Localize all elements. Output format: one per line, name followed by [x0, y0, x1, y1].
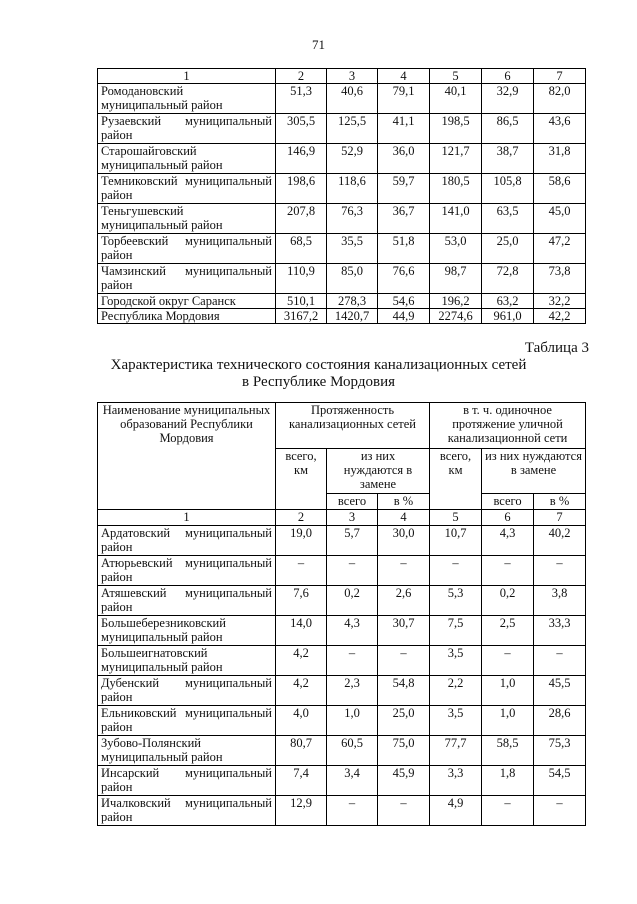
value-cell: 32,2: [534, 294, 586, 309]
value-cell: –: [378, 796, 430, 826]
district-name: Ардатовский муниципальный район: [98, 526, 276, 556]
table-row: [98, 646, 586, 676]
table-label: Таблица 3: [524, 340, 589, 356]
value-cell: 961,0: [482, 309, 534, 324]
header-total-km: всего, км: [276, 449, 327, 510]
value-cell: 3,5: [430, 646, 482, 676]
district-name: Темниковский муниципальный район: [98, 174, 276, 204]
header-need-replace: из них нуждаются в замене: [327, 449, 430, 494]
value-cell: 30,7: [378, 616, 430, 646]
value-cell: 25,0: [378, 706, 430, 736]
value-cell: 5,7: [327, 526, 378, 556]
district-name: Атюрьевский муниципальный район: [98, 556, 276, 586]
value-cell: 54,6: [378, 294, 430, 309]
column-number: 6: [482, 69, 534, 84]
value-cell: 3167,2: [276, 309, 327, 324]
value-cell: 2,3: [327, 676, 378, 706]
table-row: [98, 204, 586, 234]
value-cell: 10,7: [430, 526, 482, 556]
district-name: Инсарский муниципальный район: [98, 766, 276, 796]
value-cell: 510,1: [276, 294, 327, 309]
district-name: Дубенский муниципальный район: [98, 676, 276, 706]
value-cell: 2,6: [378, 586, 430, 616]
district-name: Торбеевский муниципальный район: [98, 234, 276, 264]
value-cell: 278,3: [327, 294, 378, 309]
value-cell: 3,3: [430, 766, 482, 796]
table-sewer-networks: [97, 402, 586, 826]
table-row: [98, 676, 586, 706]
value-cell: 19,0: [276, 526, 327, 556]
table-row: [98, 84, 586, 114]
value-cell: 0,2: [482, 586, 534, 616]
value-cell: 63,2: [482, 294, 534, 309]
value-cell: 85,0: [327, 264, 378, 294]
column-number: 2: [276, 510, 327, 526]
value-cell: 58,5: [482, 736, 534, 766]
column-number: 7: [534, 510, 586, 526]
value-cell: 36,0: [378, 144, 430, 174]
value-cell: 63,5: [482, 204, 534, 234]
column-number: 1: [98, 69, 276, 84]
value-cell: 118,6: [327, 174, 378, 204]
value-cell: 146,9: [276, 144, 327, 174]
value-cell: –: [378, 646, 430, 676]
value-cell: –: [482, 556, 534, 586]
value-cell: 68,5: [276, 234, 327, 264]
value-cell: 1,0: [327, 706, 378, 736]
value-cell: 4,3: [327, 616, 378, 646]
column-number: 4: [378, 69, 430, 84]
value-cell: 2274,6: [430, 309, 482, 324]
table-row: [98, 114, 586, 144]
value-cell: 4,9: [430, 796, 482, 826]
district-name: Большеберезниковский муниципальный район: [98, 616, 276, 646]
value-cell: 180,5: [430, 174, 482, 204]
column-number: 4: [378, 510, 430, 526]
value-cell: –: [482, 646, 534, 676]
value-cell: –: [327, 646, 378, 676]
value-cell: 141,0: [430, 204, 482, 234]
value-cell: 105,8: [482, 174, 534, 204]
value-cell: –: [534, 796, 586, 826]
value-cell: 58,6: [534, 174, 586, 204]
value-cell: 79,1: [378, 84, 430, 114]
column-number: 5: [430, 510, 482, 526]
value-cell: 125,5: [327, 114, 378, 144]
value-cell: 80,7: [276, 736, 327, 766]
value-cell: 44,9: [378, 309, 430, 324]
value-cell: 72,8: [482, 264, 534, 294]
value-cell: 2,2: [430, 676, 482, 706]
page-number: 71: [312, 37, 325, 52]
table-row: [98, 706, 586, 736]
table-row: [98, 586, 586, 616]
value-cell: 198,5: [430, 114, 482, 144]
table-row: [98, 766, 586, 796]
value-cell: 35,5: [327, 234, 378, 264]
value-cell: 86,5: [482, 114, 534, 144]
value-cell: 45,5: [534, 676, 586, 706]
value-cell: 31,8: [534, 144, 586, 174]
district-name: Старошайговский муниципальный район: [98, 144, 276, 174]
district-name: Ичалковский муниципальный район: [98, 796, 276, 826]
table-continuation: [97, 68, 586, 324]
value-cell: 43,6: [534, 114, 586, 144]
value-cell: 0,2: [327, 586, 378, 616]
value-cell: 40,1: [430, 84, 482, 114]
value-cell: 7,4: [276, 766, 327, 796]
column-number: 5: [430, 69, 482, 84]
header-total: всего: [482, 494, 534, 510]
value-cell: –: [327, 556, 378, 586]
header-group-street: в т. ч. одиночное протяжение уличной канализационной сети: [430, 403, 586, 449]
value-cell: 75,0: [378, 736, 430, 766]
district-name: Ельниковский муниципальный район: [98, 706, 276, 736]
value-cell: 3,4: [327, 766, 378, 796]
value-cell: 25,0: [482, 234, 534, 264]
column-number: 3: [327, 510, 378, 526]
table-row: [98, 264, 586, 294]
district-name: Рузаевский муниципальный район: [98, 114, 276, 144]
district-name: Ромодановский муниципальный район: [98, 84, 276, 114]
district-name: Большеигнатовский муниципальный район: [98, 646, 276, 676]
value-cell: 47,2: [534, 234, 586, 264]
district-name: Атяшевский муниципальный район: [98, 586, 276, 616]
header-need-replace: из них нуждаются в замене: [482, 449, 586, 494]
district-name: Городской округ Саранск: [98, 294, 276, 309]
value-cell: 73,8: [534, 264, 586, 294]
district-name: Республика Мордовия: [98, 309, 276, 324]
district-name: Зубово-Полянский муниципальный район: [98, 736, 276, 766]
value-cell: 98,7: [430, 264, 482, 294]
table-row: [98, 309, 586, 324]
value-cell: 33,3: [534, 616, 586, 646]
value-cell: 12,9: [276, 796, 327, 826]
column-number: 7: [534, 69, 586, 84]
value-cell: 28,6: [534, 706, 586, 736]
table-title-line-2: в Республике Мордовия: [242, 374, 395, 390]
value-cell: 38,7: [482, 144, 534, 174]
value-cell: 7,5: [430, 616, 482, 646]
value-cell: 3,5: [430, 706, 482, 736]
value-cell: 59,7: [378, 174, 430, 204]
value-cell: 4,0: [276, 706, 327, 736]
table-title: [0, 357, 637, 391]
value-cell: 198,6: [276, 174, 327, 204]
header-percent: в %: [378, 494, 430, 510]
table-row: [98, 144, 586, 174]
table-row: [98, 736, 586, 766]
value-cell: 4,3: [482, 526, 534, 556]
table-row: [98, 526, 586, 556]
value-cell: –: [482, 796, 534, 826]
column-number: 6: [482, 510, 534, 526]
table-row: [98, 234, 586, 264]
value-cell: 82,0: [534, 84, 586, 114]
value-cell: 30,0: [378, 526, 430, 556]
value-cell: 207,8: [276, 204, 327, 234]
value-cell: 77,7: [430, 736, 482, 766]
table-row: [98, 556, 586, 586]
value-cell: 42,2: [534, 309, 586, 324]
value-cell: 76,6: [378, 264, 430, 294]
value-cell: 1,0: [482, 706, 534, 736]
column-number: 1: [98, 510, 276, 526]
column-number: 3: [327, 69, 378, 84]
district-name: Чамзинский муниципальный район: [98, 264, 276, 294]
value-cell: 4,2: [276, 676, 327, 706]
value-cell: 76,3: [327, 204, 378, 234]
value-cell: –: [534, 646, 586, 676]
value-cell: –: [327, 796, 378, 826]
value-cell: 52,9: [327, 144, 378, 174]
value-cell: 5,3: [430, 586, 482, 616]
value-cell: 2,5: [482, 616, 534, 646]
value-cell: 196,2: [430, 294, 482, 309]
header-total-km: всего, км: [430, 449, 482, 510]
value-cell: –: [534, 556, 586, 586]
value-cell: 305,5: [276, 114, 327, 144]
table-title-line-1: Характеристика технического состояния канализационных сетей: [110, 357, 527, 373]
value-cell: 75,3: [534, 736, 586, 766]
value-cell: 14,0: [276, 616, 327, 646]
district-name: Теньгушевский муниципальный район: [98, 204, 276, 234]
value-cell: 45,0: [534, 204, 586, 234]
value-cell: –: [430, 556, 482, 586]
table-row: [98, 616, 586, 646]
value-cell: 32,9: [482, 84, 534, 114]
table-row: [98, 294, 586, 309]
header-percent: в %: [534, 494, 586, 510]
value-cell: 54,8: [378, 676, 430, 706]
value-cell: 51,3: [276, 84, 327, 114]
value-cell: 7,6: [276, 586, 327, 616]
value-cell: 41,1: [378, 114, 430, 144]
value-cell: 53,0: [430, 234, 482, 264]
value-cell: –: [276, 556, 327, 586]
value-cell: 110,9: [276, 264, 327, 294]
header-total: всего: [327, 494, 378, 510]
value-cell: 1,0: [482, 676, 534, 706]
table-row: [98, 796, 586, 826]
value-cell: 1,8: [482, 766, 534, 796]
value-cell: 36,7: [378, 204, 430, 234]
value-cell: –: [378, 556, 430, 586]
header-name-column: Наименование муниципальных образований Республики Мордовия: [98, 403, 276, 510]
table-row: [98, 174, 586, 204]
header-group-length: Протяженность канализационных сетей: [276, 403, 430, 449]
value-cell: 4,2: [276, 646, 327, 676]
value-cell: 121,7: [430, 144, 482, 174]
value-cell: 40,2: [534, 526, 586, 556]
value-cell: 45,9: [378, 766, 430, 796]
value-cell: 54,5: [534, 766, 586, 796]
column-number: 2: [276, 69, 327, 84]
value-cell: 51,8: [378, 234, 430, 264]
value-cell: 60,5: [327, 736, 378, 766]
value-cell: 40,6: [327, 84, 378, 114]
value-cell: 3,8: [534, 586, 586, 616]
value-cell: 1420,7: [327, 309, 378, 324]
